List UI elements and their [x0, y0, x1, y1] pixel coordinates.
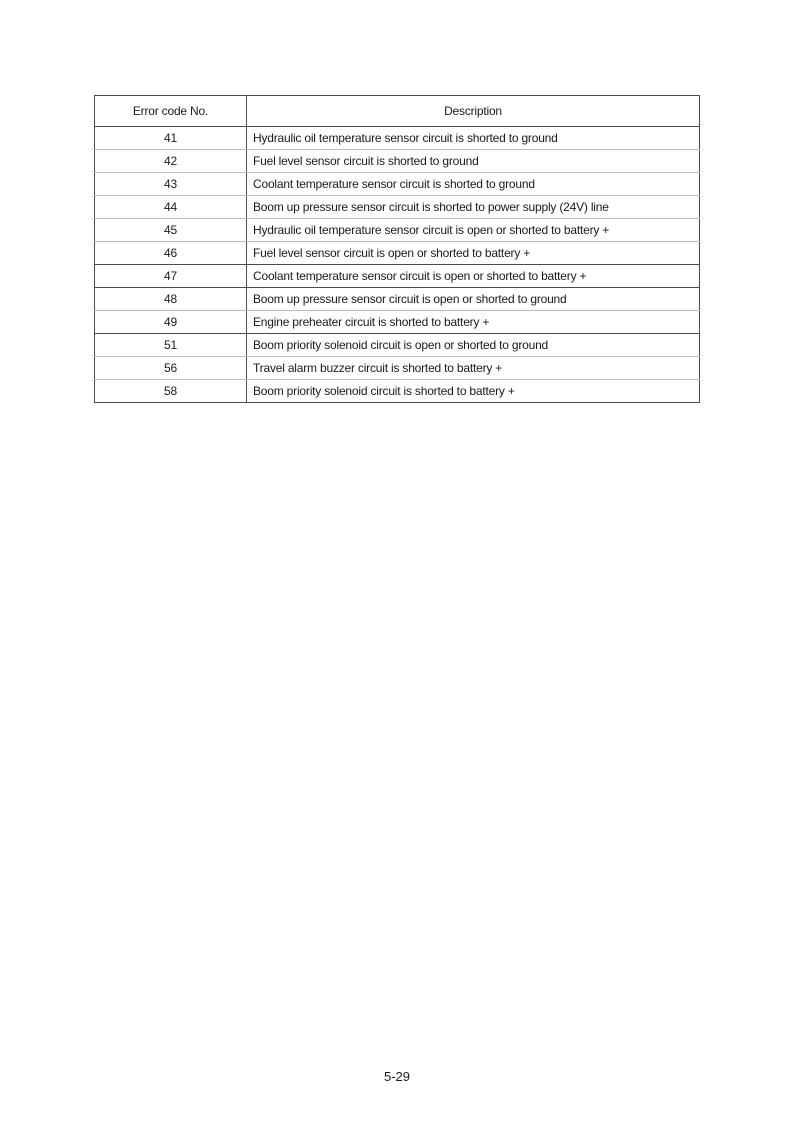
table-row	[95, 219, 700, 242]
header-description: Description	[247, 96, 700, 127]
table-row	[95, 150, 700, 173]
table-row	[95, 380, 700, 403]
error-code-cell: 41	[95, 127, 247, 150]
error-code-cell: 56	[95, 357, 247, 380]
error-code-cell: 47	[95, 265, 247, 288]
description-cell: Coolant temperature sensor circuit is shorted to ground	[247, 173, 700, 196]
description-cell: Coolant temperature sensor circuit is open or shorted to battery +	[247, 265, 700, 288]
table-row	[95, 288, 700, 311]
table-row	[95, 357, 700, 380]
description-cell: Boom up pressure sensor circuit is shorted to power supply (24V) line	[247, 196, 700, 219]
description-cell: Hydraulic oil temperature sensor circuit is open or shorted to battery +	[247, 219, 700, 242]
table-header-row	[95, 96, 700, 127]
description-cell: Travel alarm buzzer circuit is shorted to battery +	[247, 357, 700, 380]
error-code-cell: 46	[95, 242, 247, 265]
table-row	[95, 334, 700, 357]
description-cell: Boom priority solenoid circuit is shorted to battery +	[253, 384, 515, 398]
error-code-cell: 49	[95, 311, 247, 334]
error-code-cell: 51	[95, 334, 247, 357]
table-row	[95, 196, 700, 219]
table-row	[95, 265, 700, 288]
page-number: 5-29	[383, 1069, 411, 1084]
error-code-cell: 43	[95, 173, 247, 196]
description-cell: Engine preheater circuit is shorted to battery +	[247, 311, 700, 334]
description-cell: Boom priority solenoid circuit is open or shorted to ground	[247, 334, 700, 357]
description-cell: Hydraulic oil temperature sensor circuit is shorted to ground	[247, 127, 700, 150]
error-code-cell: 58	[95, 380, 247, 403]
error-code-cell: 44	[95, 196, 247, 219]
error-code-cell: 48	[95, 288, 247, 311]
description-cell: Boom up pressure sensor circuit is open or shorted to ground	[247, 288, 700, 311]
error-code-table	[94, 95, 700, 403]
description-cell: Fuel level sensor circuit is open or shorted to battery +	[247, 242, 700, 265]
description-cell: Fuel level sensor circuit is shorted to ground	[247, 150, 700, 173]
header-error-code: Error code No.	[95, 96, 247, 127]
table-row	[95, 173, 700, 196]
error-code-cell: 45	[95, 219, 247, 242]
table-row	[95, 127, 700, 150]
error-code-cell: 42	[95, 150, 247, 173]
table-row	[95, 311, 700, 334]
table-row	[95, 242, 700, 265]
